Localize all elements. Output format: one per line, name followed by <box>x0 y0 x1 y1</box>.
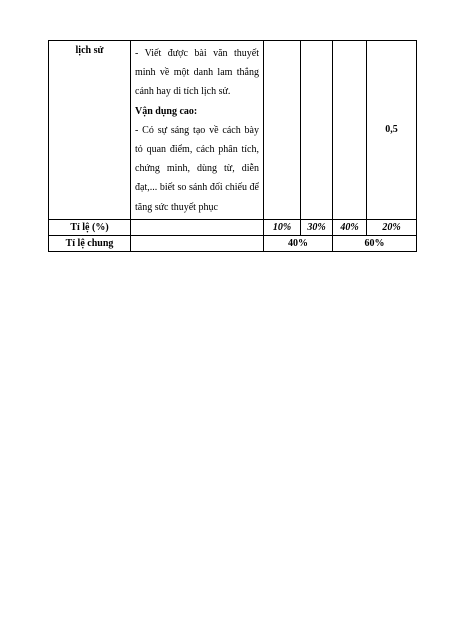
total-value: 60% <box>333 235 417 251</box>
topic-cell: lịch sử <box>49 41 131 220</box>
empty-cell <box>333 41 367 220</box>
total-row <box>49 235 417 251</box>
table-row <box>49 41 417 220</box>
total-label: Tỉ lệ chung <box>49 235 131 251</box>
vdc-heading: Vận dụng cao: <box>135 105 198 117</box>
empty-cell <box>301 41 333 220</box>
score-cell: 0,5 <box>367 41 417 220</box>
empty-cell <box>131 219 264 235</box>
vdc-description: - Có sự sáng tạo về cách bày tỏ quan điểm, cách phân tích, chứng minh, dùng từ, diễn đạt,... biết so sánh đối chiếu để tăng sức thuyết phục <box>135 124 259 213</box>
description-text: - Viết được bài văn thuyết minh về một danh lam thắng cảnh hay di tích lịch sử. <box>135 48 259 98</box>
empty-cell <box>131 235 264 251</box>
ratio-value: 20% <box>367 219 417 235</box>
ratio-value: 40% <box>333 219 367 235</box>
empty-cell <box>264 41 301 220</box>
ratio-value: 30% <box>301 219 333 235</box>
ratio-row <box>49 219 417 235</box>
description-cell <box>131 41 264 220</box>
ratio-value: 10% <box>264 219 301 235</box>
total-value: 40% <box>264 235 333 251</box>
ratio-label: Tỉ lệ (%) <box>49 219 131 235</box>
exam-matrix-table <box>48 40 417 252</box>
